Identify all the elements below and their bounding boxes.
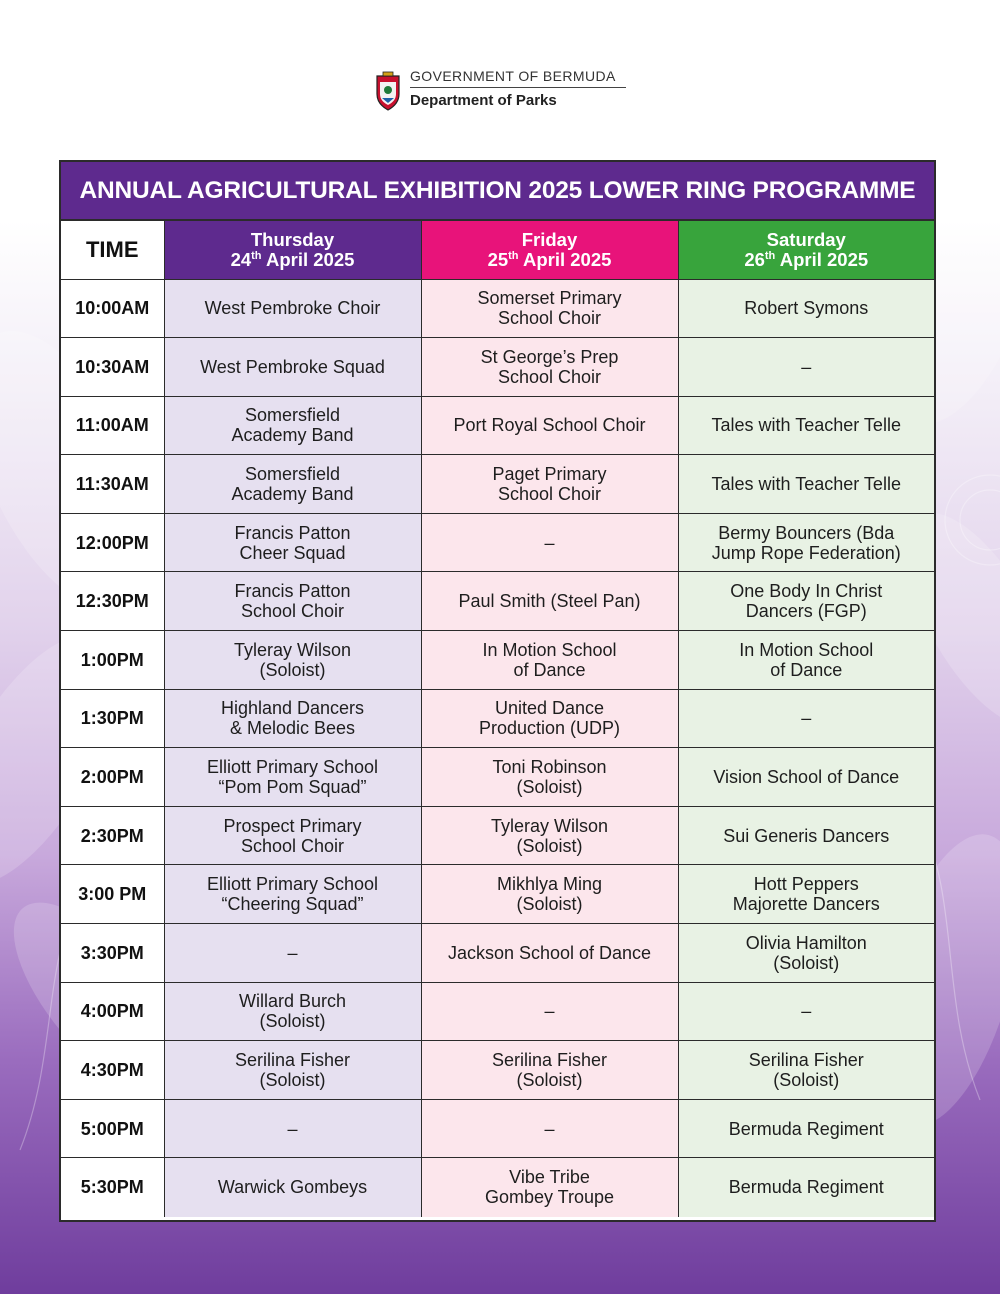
friday-cell: Jackson School of Dance [421,924,678,983]
thursday-cell: – [164,1099,421,1158]
saturday-cell: – [678,689,934,748]
table-row [61,1158,934,1217]
table-row [61,631,934,690]
friday-cell: Somerset Primary School Choir [421,279,678,338]
bermuda-crest-icon [374,70,402,112]
saturday-cell: Bermuda Regiment [678,1099,934,1158]
thursday-cell: West Pembroke Choir [164,279,421,338]
saturday-cell: Tales with Teacher Telle [678,396,934,455]
day-name: Friday [521,228,578,250]
table-row [61,982,934,1041]
table-row [61,1099,934,1158]
table-row [61,748,934,807]
saturday-cell: – [678,338,934,397]
table-row [61,1041,934,1100]
friday-column-header [421,221,678,279]
thursday-cell: West Pembroke Squad [164,338,421,397]
schedule-body [61,279,934,1217]
friday-cell: In Motion School of Dance [421,631,678,690]
thursday-cell: Warwick Gombeys [164,1158,421,1217]
thursday-cell: Willard Burch (Soloist) [164,982,421,1041]
time-cell: 11:00AM [61,396,164,455]
time-cell: 5:30PM [61,1158,164,1217]
table-row [61,572,934,631]
thursday-cell: Francis Patton Cheer Squad [164,513,421,572]
friday-cell: – [421,513,678,572]
saturday-cell: Hott Peppers Majorette Dancers [678,865,934,924]
time-cell: 2:30PM [61,806,164,865]
schedule-table [61,221,934,1217]
friday-cell: – [421,982,678,1041]
thursday-cell: Prospect Primary School Choir [164,806,421,865]
saturday-cell: Olivia Hamilton (Soloist) [678,924,934,983]
time-cell: 3:00 PM [61,865,164,924]
time-column-header: TIME [61,221,164,279]
saturday-cell: One Body In Christ Dancers (FGP) [678,572,934,631]
time-cell: 2:00PM [61,748,164,807]
header-logo [374,68,626,114]
friday-cell: United Dance Production (UDP) [421,689,678,748]
table-row [61,865,934,924]
saturday-cell: Bermy Bouncers (Bda Jump Rope Federation) [678,513,934,572]
government-name: GOVERNMENT OF BERMUDA [410,68,626,88]
thursday-cell: Somersfield Academy Band [164,455,421,514]
thursday-cell: Elliott Primary School “Cheering Squad” [164,865,421,924]
saturday-cell: Bermuda Regiment [678,1158,934,1217]
time-cell: 4:30PM [61,1041,164,1100]
table-row [61,338,934,397]
friday-cell: St George’s Prep School Choir [421,338,678,397]
saturday-cell: In Motion School of Dance [678,631,934,690]
time-cell: 1:30PM [61,689,164,748]
day-date: 24th April 2025 [230,248,355,270]
thursday-cell: Highland Dancers & Melodic Bees [164,689,421,748]
table-row [61,806,934,865]
saturday-cell: Tales with Teacher Telle [678,455,934,514]
thursday-column-header [164,221,421,279]
programme-title: ANNUAL AGRICULTURAL EXHIBITION 2025 LOWER RING PROGRAMME [61,162,934,221]
time-cell: 10:30AM [61,338,164,397]
saturday-cell: Sui Generis Dancers [678,806,934,865]
saturday-cell: – [678,982,934,1041]
day-date: 25th April 2025 [487,248,612,270]
time-cell: 10:00AM [61,279,164,338]
time-cell: 12:00PM [61,513,164,572]
table-row [61,689,934,748]
table-row [61,455,934,514]
thursday-cell: Somersfield Academy Band [164,396,421,455]
day-name: Thursday [250,228,335,250]
friday-cell: – [421,1099,678,1158]
friday-cell: Paul Smith (Steel Pan) [421,572,678,631]
table-row [61,396,934,455]
thursday-cell: Francis Patton School Choir [164,572,421,631]
friday-cell: Vibe Tribe Gombey Troupe [421,1158,678,1217]
time-cell: 5:00PM [61,1099,164,1158]
friday-cell: Tyleray Wilson (Soloist) [421,806,678,865]
saturday-cell: Robert Symons [678,279,934,338]
friday-cell: Serilina Fisher (Soloist) [421,1041,678,1100]
saturday-cell: Vision School of Dance [678,748,934,807]
thursday-cell: Elliott Primary School “Pom Pom Squad” [164,748,421,807]
saturday-cell: Serilina Fisher (Soloist) [678,1041,934,1100]
friday-cell: Paget Primary School Choir [421,455,678,514]
time-cell: 12:30PM [61,572,164,631]
table-row [61,513,934,572]
department-name: Department of Parks [410,92,557,109]
thursday-cell: Tyleray Wilson (Soloist) [164,631,421,690]
thursday-cell: Serilina Fisher (Soloist) [164,1041,421,1100]
day-date: 26th April 2025 [744,248,869,270]
table-row [61,924,934,983]
table-row [61,279,934,338]
time-cell: 4:00PM [61,982,164,1041]
time-cell: 1:00PM [61,631,164,690]
friday-cell: Port Royal School Choir [421,396,678,455]
time-cell: 3:30PM [61,924,164,983]
time-cell: 11:30AM [61,455,164,514]
thursday-cell: – [164,924,421,983]
friday-cell: Toni Robinson (Soloist) [421,748,678,807]
programme-table-container [59,160,936,1222]
table-header-row [61,221,934,279]
saturday-column-header [678,221,934,279]
friday-cell: Mikhlya Ming (Soloist) [421,865,678,924]
day-name: Saturday [766,228,846,250]
